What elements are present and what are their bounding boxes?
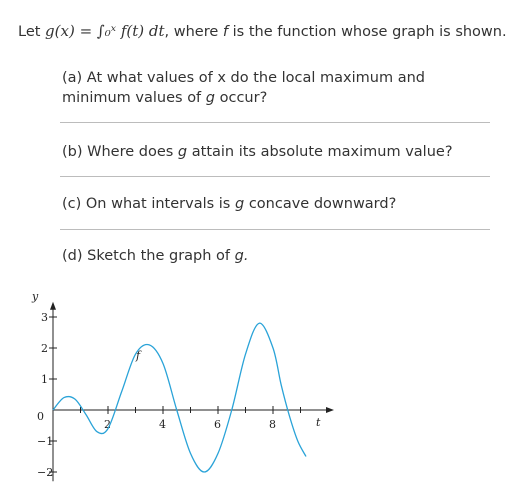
question-a-tail: occur?	[219, 90, 268, 106]
question-c-var: g	[234, 196, 245, 212]
intro-prefix: Let	[18, 24, 41, 40]
x-tick-label: 8	[269, 418, 276, 431]
question-d-text: (d) Sketch the graph of	[62, 248, 231, 264]
intro-suffix-2: is the function whose graph is shown.	[232, 24, 507, 40]
y-tick-label: 3	[41, 311, 48, 324]
question-a-text: (a) At what values of x do the local maximum and minimum values of	[62, 70, 425, 106]
intro-suffix-1: , where	[164, 24, 219, 40]
x-tick-label: 4	[159, 418, 166, 431]
question-a-var: g	[205, 90, 215, 106]
y-tick-label: −2	[37, 466, 54, 479]
origin-label: 0	[37, 410, 44, 423]
y-axis-label: y	[32, 290, 39, 303]
answer-line-a[interactable]	[60, 122, 490, 123]
question-c	[62, 194, 396, 214]
y-axis-arrow	[50, 302, 56, 310]
y-tick-label: 2	[41, 342, 48, 355]
question-c-tail: concave downward?	[248, 196, 397, 212]
x-tick-label: 6	[214, 418, 221, 431]
x-axis-label: t	[316, 416, 321, 429]
question-b-var: g	[177, 144, 188, 160]
axes	[50, 302, 334, 482]
function-name: f	[222, 24, 229, 40]
question-d	[62, 246, 248, 266]
question-d-var: g.	[234, 248, 249, 264]
answer-line-b[interactable]	[60, 176, 490, 177]
question-b-tail: attain its absolute maximum value?	[191, 144, 453, 160]
answer-line-c[interactable]	[60, 229, 490, 230]
curve-label: f	[136, 349, 141, 362]
question-b	[62, 142, 453, 162]
function-graph	[0, 282, 340, 494]
integral-definition: g(x) = ∫₀ˣ f(t) dt	[45, 22, 165, 40]
problem-statement	[18, 22, 507, 40]
y-tick-label: −1	[37, 435, 54, 448]
y-tick-label: 1	[41, 373, 48, 386]
tick-marks	[37, 311, 301, 479]
question-b-text: (b) Where does	[62, 144, 174, 160]
question-c-text: (c) On what intervals is	[62, 196, 231, 212]
x-tick-label: 2	[104, 418, 111, 431]
question-a	[62, 68, 482, 108]
series-line-f	[53, 323, 306, 472]
x-axis-arrow	[326, 407, 334, 413]
